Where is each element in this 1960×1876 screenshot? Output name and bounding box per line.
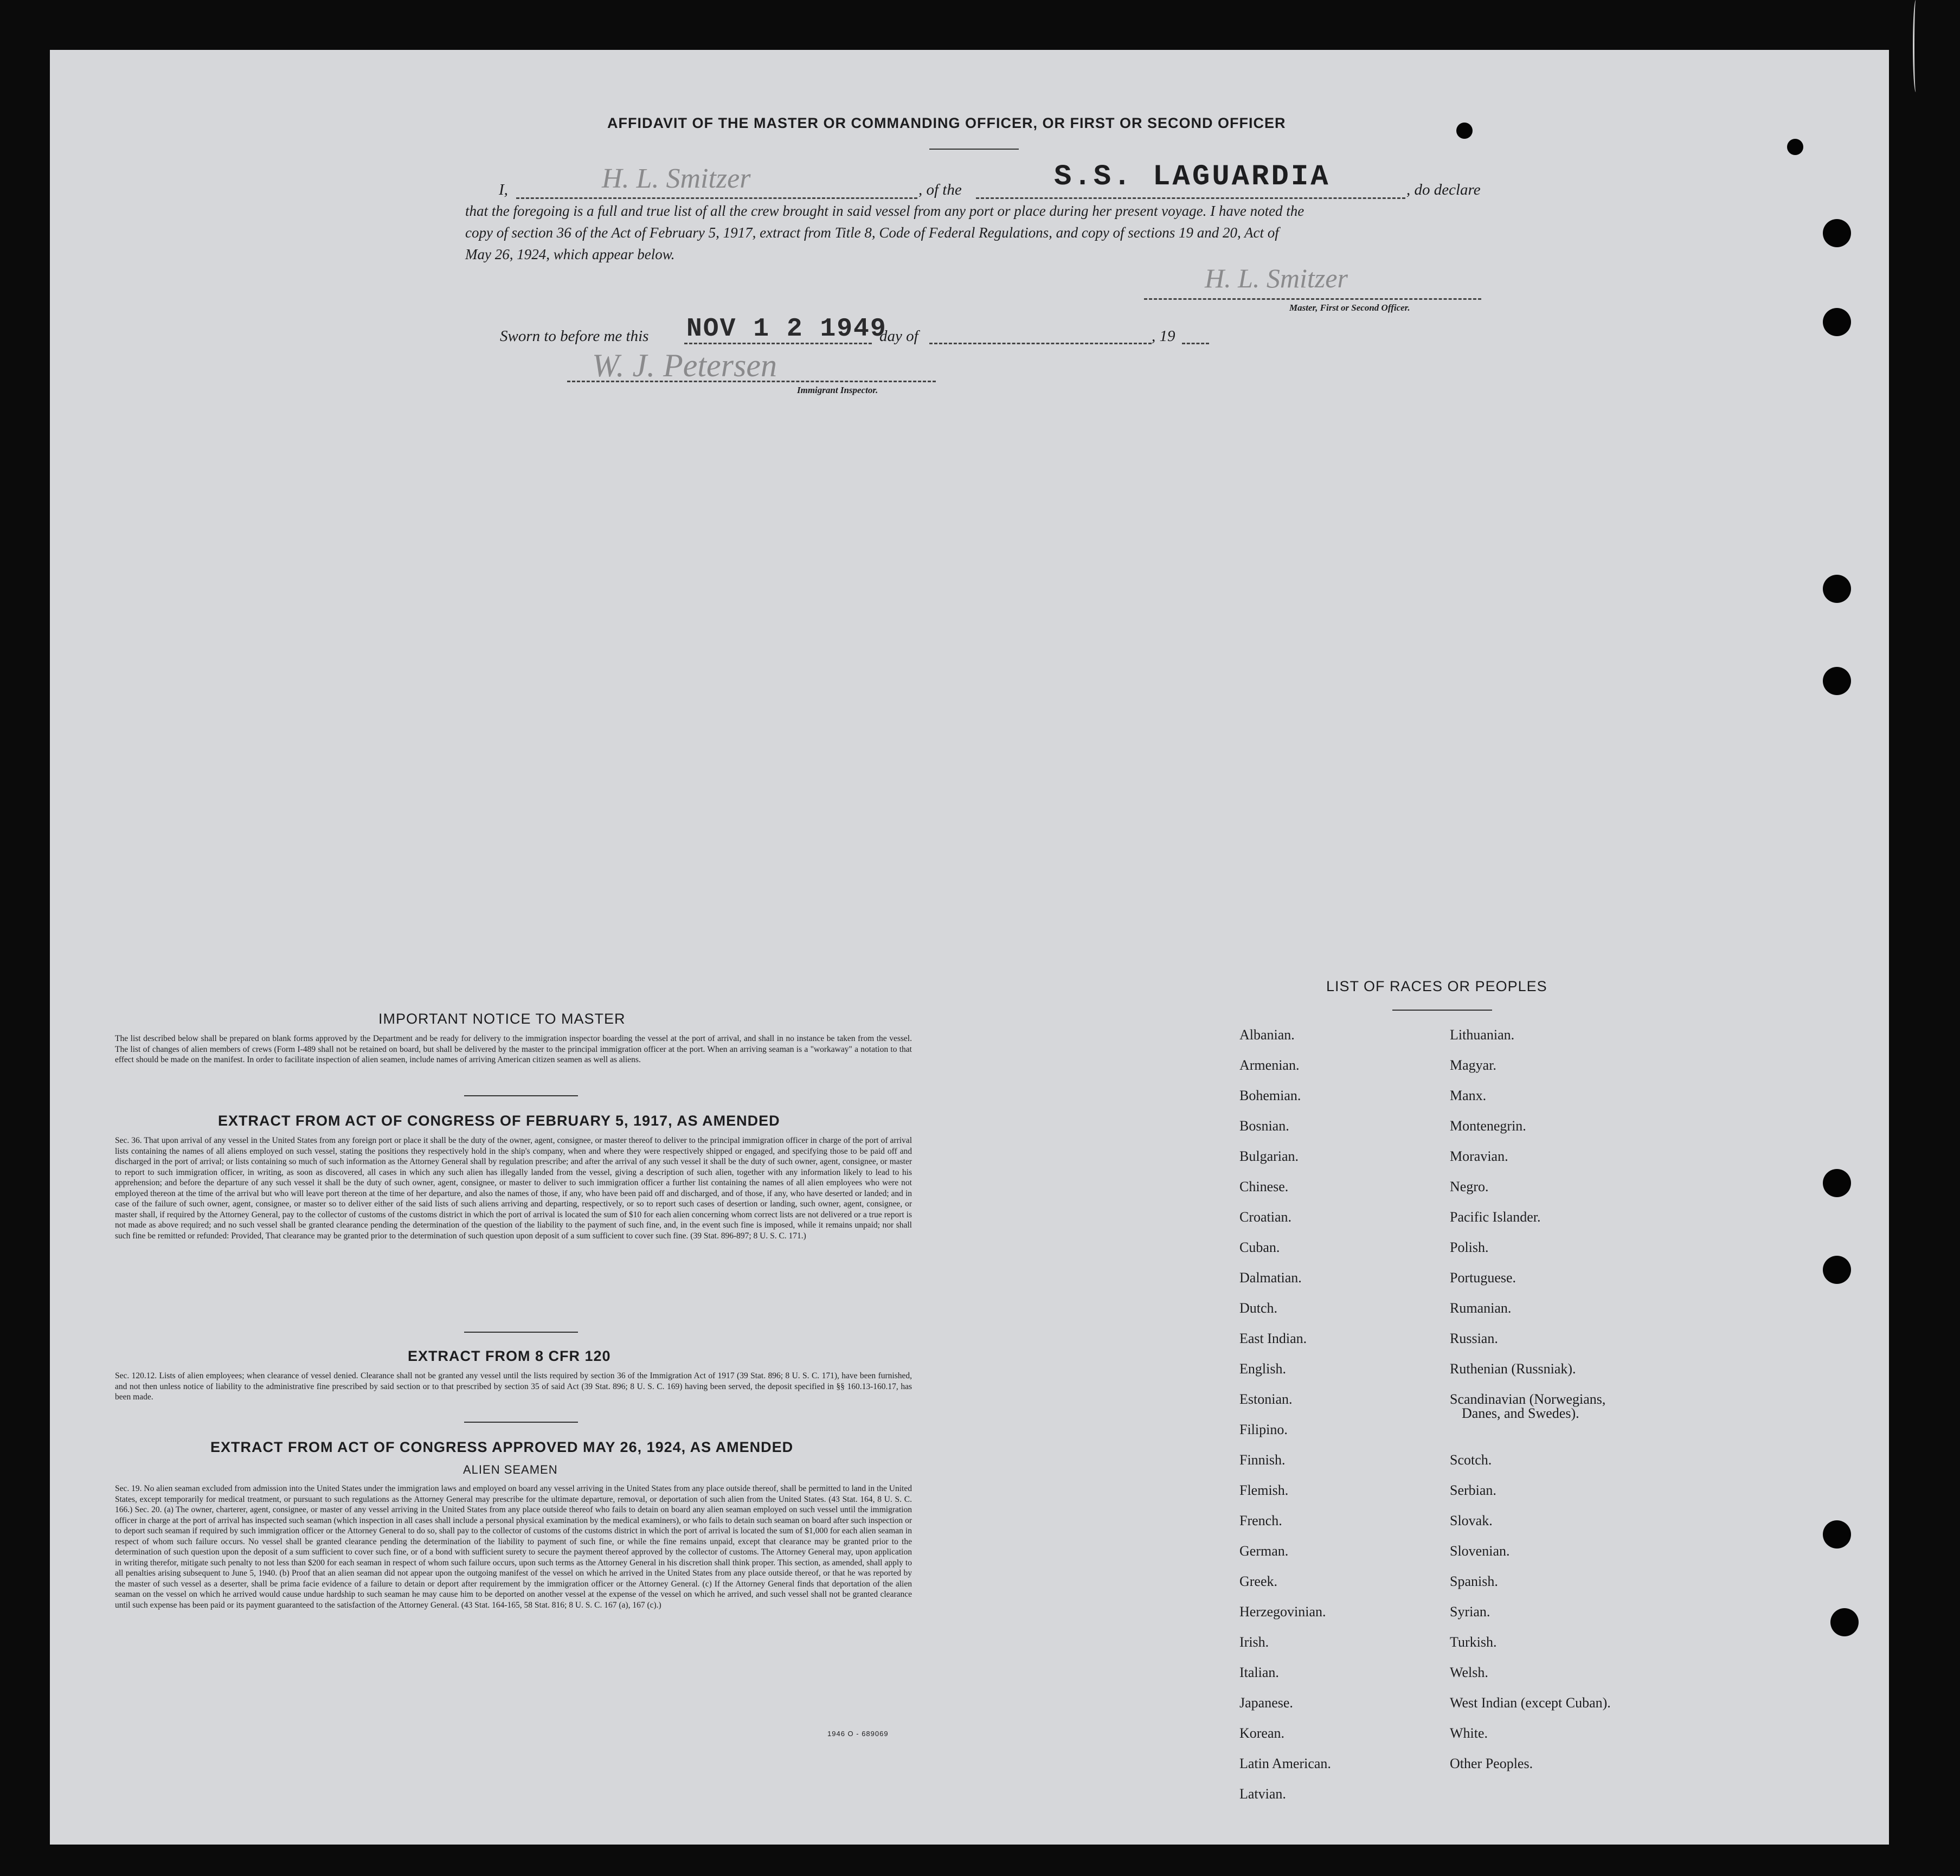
notice-rule: [464, 1095, 578, 1096]
race-item: Italian.: [1239, 1665, 1279, 1680]
race-item: Dalmatian.: [1239, 1270, 1302, 1286]
officer-caption: Master, First or Second Officer.: [1289, 303, 1410, 313]
race-item: Serbian.: [1450, 1482, 1496, 1498]
punch-hole: [1787, 139, 1803, 155]
race-item: Albanian.: [1239, 1027, 1295, 1043]
extract-1924-title: EXTRACT FROM ACT OF CONGRESS APPROVED MAY 26, 1924, AS AMENDED: [210, 1439, 794, 1455]
inspector-signature: W. J. Petersen: [592, 348, 777, 383]
extract-1924-body: Sec. 19. No alien seaman excluded from admission into the United States under the immigration laws and employed on board any vessel arriving in the United States from any place outside thereof, shall be permitted to land in the United States, except temporarily for medical treatment, or pursuant to such regulations as the Attorney General may prescribe for the ultimate departure, removal, or deportation of such alien from the United States. (43 Stat. 164, 8 U. S. C. 166.) Sec. 20. (a) The owner, charterer, agent, consignee, or master of any vessel arriving in the United States from any place outside thereof who fails to detain on board any alien seaman employed on such vessel until the immigration officer in charge at the port of arrival has inspected such seaman (which inspection in all cases shall include a personal physical examination by the medical examiners), or who fails to detain such seaman on board after such inspection or to deport such seaman if required by such immigration officer or the Attorney General to do so, shall pay to the collector of customs of the customs district in which the port of arrival is located the sum of $1,000 for each alien seaman in respect of whom such failure occurs. No vessel shall be granted clearance pending the determination of the liability to payment of such fine, or while the fine remains unpaid, except that clearance may be granted prior to the determination of such question upon the deposit of a sum sufficient to cover such fine, or of a bond with sufficient surety to secure the payment thereof approved by the collector of customs. The Attorney General may, upon application in writing therefor, mitigate such penalty to not less than $200 for each seaman in respect of whom such failure occurs, upon such terms as the Attorney General in his discretion shall think proper. This section, as amended, shall apply to all penalties arising subsequent to June 5, 1940. (b) Proof that an alien seaman did not appear upon the outgoing manifest of the vessel on which he arrived in the United States from any place outside thereof, or that he was reported by the master of such vessel as a deserter, shall be prima facie evidence of a failure to detain or deport after requirement by the immigration officer or the Attorney General. (c) If the Attorney General finds that deportation of the alien seaman on the vessel on which he arrived would cause undue hardship to such seaman he may cause him to be deported on another vessel at the expense of the vessel on which he arrived, and such vessel shall not be granted clearance until such expense has been paid or its payment guaranteed to the satisfaction of the Attorney General. (43 Stat. 164-165, 58 Stat. 816; 8 U. S. C. 167 (a), 167 (c).): [115, 1484, 912, 1610]
sworn-date-stamp: NOV 1 2 1949: [686, 314, 887, 344]
race-item: Moravian.: [1450, 1148, 1508, 1164]
race-item: Bulgarian.: [1239, 1148, 1299, 1164]
extract-1917-body: Sec. 36. That upon arrival of any vessel in the United States from any foreign port or place it shall be the duty of the owner, agent, consignee, or master thereof to deliver to the principal immigration officer in charge of the port of arrival lists containing the names of all aliens employed on such vessel, stating the positions they respectively hold in the ship's company, when and where they were respectively shipped or engaged, and specifying those to be paid off and discharged in the port of arrival; or lists containing so much of such information as the Attorney General shall by regulation prescribe; and after the arrival of any such vessel it shall be the duty of such owner, agent, consignee, or master to report to such immigration officer, in writing, as soon as discovered, all cases in which any such alien has illegally landed from the vessel, giving a description of such alien, together with any information likely to lead to his apprehension; and before the departure of any such vessel it shall be the duty of such owner, agent, consignee, or master to deliver to such immigration officer a further list containing the names of all alien employees who were not employed thereon at the time of the arrival but who will leave port thereon at the time of her departure, and also the names of those, if any, who have been paid off and discharged, and of those, if any, who have deserted or landed; and in case of the failure of such owner, agent, consignee, or master so to deliver either of the said lists of such aliens arriving and departing, respectively, or so to report such cases of desertion or landing, such owner, agent, consignee, or master shall, if required by the Attorney General, pay to the collector of customs of the customs district in which the port of arrival is located the sum of $10 for each alien concerning whom correct lists are not delivered or a true report is not made as above required; and no such vessel shall be granted clearance pending the determination of the question of the liability to the payment of such fine, and, in the event such fine is imposed, while it remains unpaid; nor shall such fine be remitted or refunded: Provided, That clearance may be granted prior to the determination of such question upon deposit of a sum sufficient to cover such fine. (39 Stat. 896-897; 8 U. S. C. 171.): [115, 1136, 912, 1241]
extract-1917-title: EXTRACT FROM ACT OF CONGRESS OF FEBRUARY 5, 1917, AS AMENDED: [218, 1113, 780, 1129]
race-item: Scandinavian (Norwegians,: [1450, 1391, 1606, 1407]
race-item: Other Peoples.: [1450, 1756, 1533, 1771]
title-rule: [929, 149, 1019, 150]
notice-title: IMPORTANT NOTICE TO MASTER: [378, 1011, 626, 1027]
race-item: Dutch.: [1239, 1300, 1278, 1316]
extract-cfr-title: EXTRACT FROM 8 CFR 120: [408, 1348, 611, 1364]
punch-hole: [1456, 123, 1473, 139]
inspector-caption: Immigrant Inspector.: [797, 385, 878, 395]
year-label: , 19: [1152, 327, 1175, 345]
extract-cfr-rule: [464, 1422, 578, 1423]
race-item: West Indian (except Cuban).: [1450, 1695, 1611, 1711]
sworn-label: Sworn to before me this: [500, 327, 649, 345]
punch-hole: [1823, 219, 1851, 247]
punch-hole: [1823, 308, 1851, 336]
race-item: Latin American.: [1239, 1756, 1331, 1771]
race-item: Spanish.: [1450, 1573, 1498, 1589]
punch-hole: [1823, 1520, 1851, 1549]
race-item: Turkish.: [1450, 1634, 1497, 1650]
inspector-sign-line: [567, 381, 936, 382]
master-name-line: [516, 197, 917, 199]
race-item: Manx.: [1450, 1088, 1487, 1103]
print-code: 1946 O - 689069: [827, 1730, 889, 1738]
race-item: English.: [1239, 1361, 1286, 1377]
day-of-label: day of: [879, 327, 918, 345]
affidavit-text-2: copy of section 36 of the Act of February 5, 1917, extract from Title 8, Code of Federal Regulations, and copy of sections 19 and 20, Act of: [465, 224, 1279, 241]
sworn-date-line: [684, 343, 872, 344]
race-item: Pacific Islander.: [1450, 1209, 1541, 1225]
affidavit-text-3: May 26, 1924, which appear below.: [465, 246, 675, 262]
race-item: French.: [1239, 1513, 1282, 1528]
punch-hole: [1823, 667, 1851, 695]
race-item: Chinese.: [1239, 1179, 1289, 1194]
i-label: I,: [499, 181, 508, 198]
race-item: Estonian.: [1239, 1391, 1293, 1407]
extract-1924-subtitle: ALIEN SEAMEN: [463, 1463, 558, 1476]
race-item: White.: [1450, 1725, 1488, 1741]
race-item: Welsh.: [1450, 1665, 1488, 1680]
vessel-line: [976, 197, 1405, 199]
race-item: Greek.: [1239, 1573, 1278, 1589]
race-item: Herzegovinian.: [1239, 1604, 1326, 1620]
year-line: [1182, 343, 1209, 344]
race-item: Montenegrin.: [1450, 1118, 1526, 1134]
race-item: Korean.: [1239, 1725, 1285, 1741]
race-item: Ruthenian (Russniak).: [1450, 1361, 1576, 1377]
do-declare-label: , do declare: [1406, 181, 1481, 198]
race-item: Armenian.: [1239, 1057, 1300, 1073]
race-item: Irish.: [1239, 1634, 1269, 1650]
affidavit-text-1: that the foregoing is a full and true list of all the crew brought in said vessel from any port or place during her present voyage. I have noted the: [465, 203, 1304, 219]
punch-hole: [1823, 1256, 1851, 1284]
race-item: Danes, and Swedes).: [1462, 1405, 1579, 1421]
edge-mark: [1913, 0, 1919, 92]
officer-signature: H. L. Smitzer: [1205, 263, 1348, 293]
punch-hole: [1830, 1608, 1859, 1636]
affidavit-title: AFFIDAVIT OF THE MASTER OR COMMANDING OFFICER, OR FIRST OR SECOND OFFICER: [607, 115, 1286, 131]
race-item: Bohemian.: [1239, 1088, 1301, 1103]
notice-body: The list described below shall be prepared on blank forms approved by the Department and be ready for delivery to the immigration inspector boarding the vessel at the port of arrival, and shall in no instance be taken from the vessel. The list of changes of alien members of crews (Form I-489 shall not be retained on board, but shall be delivered by the master to the principal immigration officer at the port. When an arriving seaman is a "workaway" a notation to that effect should be made on the manifest. In order to facilitate inspection of alien seamen, include names of arriving American citizen seamen as well as aliens.: [115, 1034, 912, 1064]
race-item: Japanese.: [1239, 1695, 1293, 1711]
race-item: Polish.: [1450, 1239, 1489, 1255]
race-item: Portuguese.: [1450, 1270, 1516, 1286]
day-of-line: [929, 343, 1152, 344]
race-item: Negro.: [1450, 1179, 1489, 1194]
race-item: East Indian.: [1239, 1331, 1307, 1346]
race-item: Russian.: [1450, 1331, 1498, 1346]
of-the-label: , of the: [918, 181, 962, 198]
extract-cfr-body: Sec. 120.12. Lists of alien employees; when clearance of vessel denied. Clearance shall not be granted any vessel until the lists required by section 36 of the Immigration Act of 1917 (39 Stat. 896; 8 U. S. C. 171), have been furnished, and not then unless notice of liability to the administrative fine prescribed by said section or to that prescribed by section 35 of said Act (39 Stat. 896; 8 U. S. C. 169) having been served, the deposit specified in §§ 160.13-160.17, has been made.: [115, 1371, 912, 1402]
race-item: Slovenian.: [1450, 1543, 1510, 1559]
race-item: Latvian.: [1239, 1786, 1286, 1802]
extract-1917-rule: [464, 1332, 578, 1333]
race-item: Bosnian.: [1239, 1118, 1289, 1134]
races-rule: [1392, 1010, 1492, 1011]
race-item: Lithuanian.: [1450, 1027, 1515, 1043]
race-item: Cuban.: [1239, 1239, 1280, 1255]
vessel-name: S.S. LAGUARDIA: [1054, 160, 1331, 194]
races-title: LIST OF RACES OR PEOPLES: [1326, 978, 1547, 994]
race-item: Slovak.: [1450, 1513, 1493, 1528]
punch-hole: [1823, 575, 1851, 603]
race-item: Syrian.: [1450, 1604, 1490, 1620]
race-item: Finnish.: [1239, 1452, 1286, 1468]
officer-sign-line: [1144, 298, 1481, 300]
race-item: Filipino.: [1239, 1422, 1288, 1437]
race-item: Flemish.: [1239, 1482, 1289, 1498]
race-item: Magyar.: [1450, 1057, 1496, 1073]
race-item: German.: [1239, 1543, 1289, 1559]
race-item: Rumanian.: [1450, 1300, 1512, 1316]
race-item: Croatian.: [1239, 1209, 1292, 1225]
punch-hole: [1823, 1169, 1851, 1197]
master-signature: H. L. Smitzer: [602, 163, 751, 194]
race-item: Scotch.: [1450, 1452, 1492, 1468]
